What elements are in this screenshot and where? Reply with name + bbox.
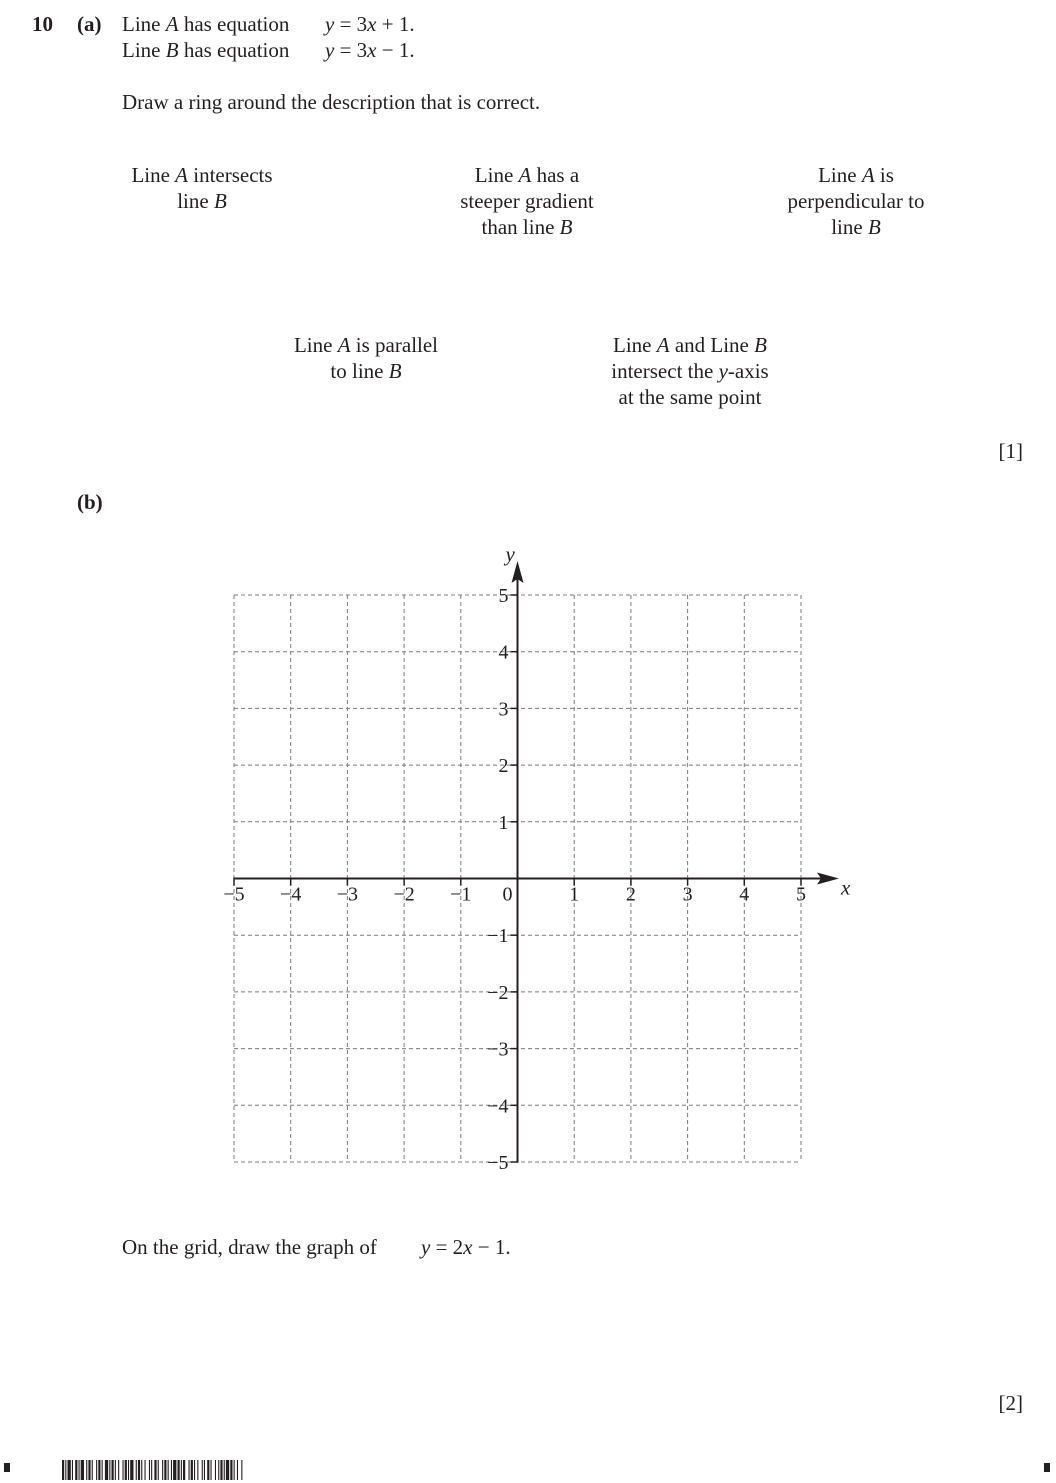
option-line: Line A and Line B [613,333,767,357]
barcode-bar [162,1460,163,1480]
option-line: Line A is parallel [293,333,439,357]
option-parallel[interactable] [266,332,466,384]
line-b-equation: y = 3x − 1. [325,38,415,62]
barcode-bar [141,1460,142,1480]
x-tick-label: −3 [336,883,359,906]
part-b-instruction [122,1234,377,1260]
x-axis-label: x [841,875,851,900]
option-line: line B [177,189,227,213]
option-line: steeper gradient [460,189,594,213]
y-tick-label: 2 [498,755,509,778]
barcode-bar [207,1460,209,1480]
barcode-bar [130,1460,133,1480]
option-line: to line B [330,359,402,383]
option-line: at the same point [618,385,762,409]
option-line: line B [831,215,881,239]
y-tick-label: 4 [498,641,509,664]
barcode-bar [118,1460,119,1480]
part-a-label: (a) [77,12,102,36]
barcode-bar [168,1460,169,1480]
barcode-bar [204,1460,205,1480]
barcode-bar [98,1460,100,1480]
barcode-bar [79,1460,80,1480]
barcode-bar [181,1460,182,1480]
barcode-icon [62,1460,424,1480]
barcode-bar [218,1460,219,1480]
barcode-bar [65,1460,66,1480]
option-line: Line A is [818,163,894,187]
x-tick-label: −1 [450,883,472,906]
x-tick-label: −2 [393,883,415,906]
option-line: intersect the y-axis [611,359,769,383]
option-line: perpendicular to [787,189,925,213]
option-line: Line A intersects [131,163,273,187]
x-tick-label: −4 [280,883,302,906]
barcode-bar [220,1460,222,1480]
x-tick-label: 2 [625,883,636,906]
part-b-marks: [2] [998,1391,1023,1415]
option-perpendicular[interactable] [766,162,946,240]
barcode-bar [202,1460,203,1480]
barcode-bar [173,1460,176,1480]
barcode-bar [197,1460,198,1480]
barcode-bar [183,1460,185,1480]
y-tick-label: −5 [487,1152,509,1174]
barcode-bar [154,1460,156,1480]
barcode-bar [171,1460,172,1480]
line-a-equation: y = 3x + 1. [325,12,415,36]
y-tick-label: 5 [498,585,509,607]
line-b-statement: Line B has equation [122,38,290,62]
option-line: Line A has a [474,163,580,187]
barcode-bar [125,1460,127,1480]
x-tick-label: 0 [502,883,513,906]
part-a-instruction: Draw a ring around the description that is correct. [122,90,541,114]
corner-registration-mark [4,1463,10,1472]
barcode-bar [136,1460,137,1480]
x-tick-label: −5 [223,883,245,906]
barcode-bar [164,1460,166,1480]
barcode-bar [86,1460,87,1480]
barcode-bar [115,1460,116,1480]
part-b-instruction-text: On the grid, draw the graph of [122,1235,377,1259]
barcode-bar [112,1460,114,1480]
barcode-bar [102,1460,103,1480]
barcode-bar [224,1460,225,1480]
barcode-bar [96,1460,97,1480]
barcode-bar [215,1460,216,1480]
barcode-bar [138,1460,140,1480]
y-tick-label: −4 [487,1095,509,1118]
corner-registration-mark [1044,1463,1050,1472]
barcode-bar [88,1460,90,1480]
barcode-bar [81,1460,84,1480]
barcode-bar [145,1460,146,1480]
axes [234,561,839,1162]
barcode-bar [109,1460,110,1480]
y-tick-label: −3 [487,1038,509,1061]
y-tick-label: 3 [498,698,509,721]
barcode-bar [230,1460,232,1480]
barcode-bar [234,1460,235,1480]
barcode-bar [68,1460,71,1480]
x-tick-label: 4 [739,883,750,906]
x-tick-label: 1 [569,883,580,906]
option-intersects[interactable] [112,162,292,214]
barcode-bar [149,1460,150,1480]
y-tick-label: −2 [487,981,509,1004]
barcode-bar [226,1460,229,1480]
y-axis-label: y [505,542,515,566]
barcode-bar [178,1460,180,1480]
line-a-statement: Line A has equation [122,12,290,36]
y-tick-label: −1 [487,925,509,948]
barcode-bar [189,1460,190,1480]
barcode-bar [191,1460,193,1480]
part-b-equation: y = 2x − 1. [421,1235,511,1259]
option-same-y-intercept[interactable] [580,332,800,410]
y-tick-label: 1 [498,811,509,834]
barcode-bar [105,1460,108,1480]
barcode-bar [123,1460,124,1480]
option-line: than line B [481,215,573,239]
barcode-bar [237,1460,238,1480]
barcode-bar [62,1460,64,1480]
barcode-bar [72,1460,73,1480]
question-number: 10 [32,12,53,36]
coordinate-grid[interactable] [210,540,860,1190]
barcode-bar [75,1460,77,1480]
barcode-bar [92,1460,93,1480]
x-tick-label: 3 [682,883,693,906]
x-tick-label: 5 [796,883,806,906]
barcode-bar [158,1460,159,1480]
barcode-bar [194,1460,195,1480]
barcode-bar [151,1460,152,1480]
part-a-marks: [1] [998,439,1023,463]
option-steeper-gradient[interactable] [437,162,617,240]
barcode-bar [128,1460,129,1480]
tick-labels [223,542,851,1174]
part-b-label: (b) [77,490,103,514]
barcode-bar [211,1460,212,1480]
barcode-bar [241,1460,242,1480]
